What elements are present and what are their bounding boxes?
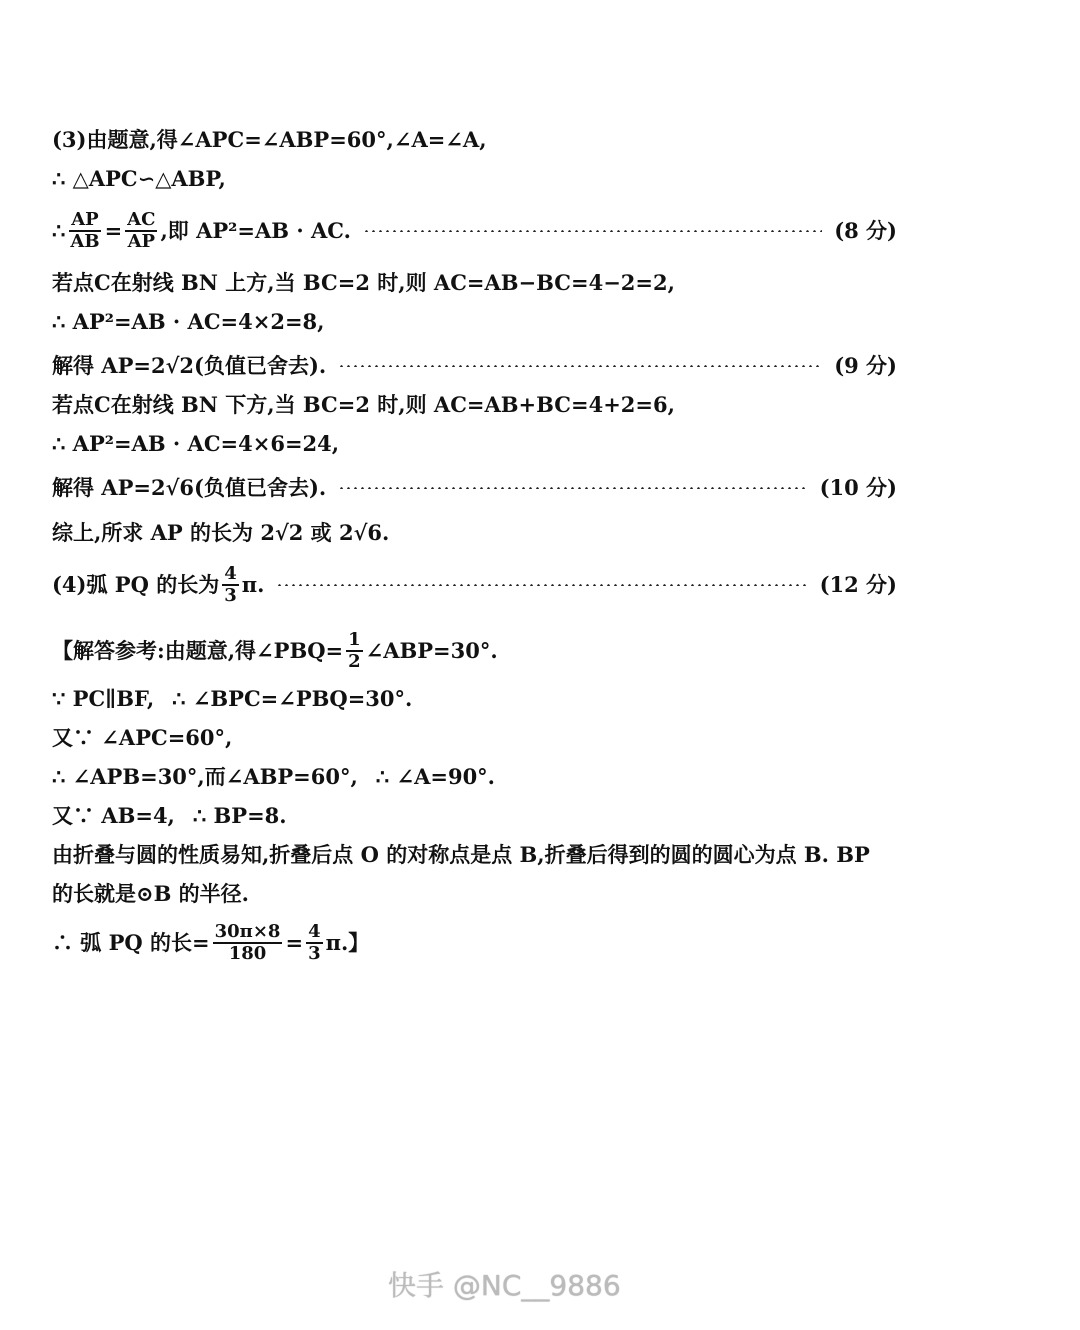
fraction-denominator: 3	[224, 585, 237, 606]
fraction-denominator: AP	[127, 231, 156, 252]
solution-text: (3)由题意,得∠APC=∠ABP=60°,∠A=∠A,	[52, 127, 487, 152]
score-label: (8 分)	[834, 218, 897, 243]
solution-text: ∴ AP²=AB · AC=4×2=8,	[52, 309, 325, 334]
solution-line-8	[52, 429, 897, 459]
dot-leader	[338, 365, 822, 367]
solution-line-7	[52, 390, 897, 420]
solution-line-9	[52, 473, 897, 503]
solution-text: ∴ BP=8.	[192, 803, 287, 828]
dot-leader	[276, 584, 807, 586]
solution-text: 【解答参考:由题意,得∠PBQ=	[52, 638, 344, 663]
kuaishou-watermark: 快手 @NC__9886	[388, 1269, 621, 1302]
solution-text: ∵ PC∥BF,	[52, 686, 155, 711]
solution-line-17	[52, 840, 897, 870]
fraction-denominator: 3	[308, 943, 321, 964]
score-label: (10 分)	[819, 475, 897, 500]
solution-text: (4)弧 PQ 的长为	[52, 572, 220, 597]
solution-text: 综上,所求 AP 的长为 2√2 或 2√6.	[52, 520, 390, 545]
solution-text: ∠ABP=30°.	[365, 638, 498, 663]
solution-text: ∴ AP²=AB · AC=4×6=24,	[52, 431, 340, 456]
solution-line-11	[52, 562, 897, 608]
solution-text: 的长就是⊙B 的半径.	[52, 881, 249, 906]
solution-line-4	[52, 268, 897, 298]
solution-text: ∴ ∠APB=30°,而∠ABP=60°,	[52, 764, 358, 789]
solution-line-2	[52, 164, 897, 194]
fraction-numerator: 30π×8	[214, 921, 281, 942]
solution-text: π.】	[325, 930, 370, 955]
solution-line-6	[52, 351, 897, 381]
fraction-one-half	[346, 630, 363, 672]
solution-text: 解得 AP=2√2(负值已舍去).	[52, 353, 327, 378]
solution-line-18	[52, 879, 897, 909]
fraction-numerator: AP	[71, 209, 99, 230]
equals-sign: =	[285, 930, 304, 955]
fraction-denominator: 180	[228, 943, 267, 964]
solution-text: 若点C在射线 BN 下方,当 BC=2 时,则 AC=AB+BC=4+2=6,	[52, 392, 675, 417]
solution-text: 由折叠与圆的性质易知,折叠后点 O 的对称点是点 B,折叠后得到的圆的圆心为点 B. BP	[52, 842, 870, 867]
solution-text: 解得 AP=2√6(负值已舍去).	[52, 475, 327, 500]
fraction-ap-ab	[68, 210, 101, 252]
fraction-numerator: 4	[308, 921, 321, 942]
solution-text: π.	[241, 572, 265, 597]
solution-line-16	[52, 801, 897, 831]
fraction-four-thirds	[306, 922, 323, 964]
solution-line-15	[52, 762, 897, 792]
solution-line-1	[52, 125, 897, 155]
solution-text: ,即 AP²=AB · AC.	[160, 218, 351, 243]
fraction-arc-length	[213, 922, 283, 964]
solution-line-13	[52, 684, 897, 714]
fraction-ac-ap	[125, 210, 157, 252]
solution-text: 又∵ AB=4,	[52, 803, 175, 828]
solution-text: ∴ ∠A=90°.	[375, 764, 495, 789]
fraction-numerator: 4	[224, 563, 237, 584]
solution-text: ∴ △APC∽△ABP,	[52, 166, 226, 191]
fraction-numerator: AC	[127, 209, 156, 230]
score-label: (9 分)	[834, 353, 897, 378]
solution-text: 若点C在射线 BN 上方,当 BC=2 时,则 AC=AB−BC=4−2=2,	[52, 270, 675, 295]
solution-text: ∴ ∠BPC=∠PBQ=30°.	[172, 686, 413, 711]
solution-line-10	[52, 518, 897, 548]
therefore-symbol: ∴	[52, 218, 66, 243]
solution-line-12	[52, 628, 897, 674]
equals-sign: =	[104, 218, 123, 243]
solution-line-5	[52, 307, 897, 337]
score-label: (12 分)	[819, 572, 897, 597]
fraction-denominator: AB	[70, 231, 100, 252]
dot-leader	[338, 487, 807, 489]
fraction-denominator: 2	[348, 651, 361, 672]
fraction-numerator: 1	[348, 629, 361, 650]
solution-line-14	[52, 723, 897, 753]
dot-leader	[363, 230, 822, 232]
solution-line-3	[52, 208, 897, 254]
solution-line-19	[52, 918, 897, 968]
fraction-four-thirds	[222, 564, 239, 606]
solution-text: ∴ 弧 PQ 的长=	[52, 930, 210, 955]
solution-text: 又∵ ∠APC=60°,	[52, 725, 233, 750]
